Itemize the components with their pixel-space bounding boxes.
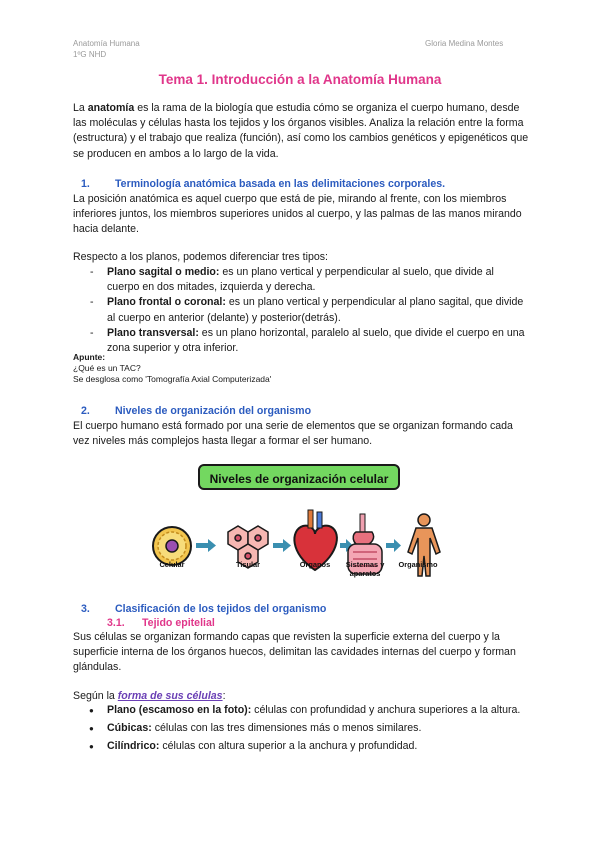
arrow-icon <box>386 539 401 552</box>
section-1-heading: 1. Terminología anatómica basada en las delimitaciones corporales. <box>81 178 446 190</box>
planes-list <box>73 265 529 356</box>
list-item: ● Plano (escamoso en la foto): células con profundidad y anchura superiores a la altura. <box>73 703 529 718</box>
shapes-list <box>73 703 529 758</box>
list-item: ● Cilíndrico: células con altura superior a la anchura y profundidad. <box>73 739 529 754</box>
arrow-icon <box>196 539 216 552</box>
shape-intro: Según la forma de sus células: <box>73 690 226 702</box>
level-label: Órganos <box>299 560 331 569</box>
section-1-body: La posición anatómica es aquel cuerpo que está de pie, mirando al frente, con los miembros inferiores juntos, los miembros superiores unidos al cuerpo, y las palmas de las manos mirando hacia delante. <box>73 193 522 236</box>
section-2-body: El cuerpo humano está formado por una serie de elementos que se organizan formando cada vez niveles más complejos hasta llegar a formar el ser humano. <box>73 420 513 448</box>
planes-intro: Respecto a los planos, podemos diferenciar tres tipos: <box>73 251 328 263</box>
level-label: Organismo <box>398 560 438 569</box>
header-author: Gloria Medina Montes <box>425 39 504 48</box>
note-block <box>73 352 271 386</box>
level-label: Tisular <box>235 560 261 569</box>
subsection-3-1-heading: 3.1. Tejido epitelial <box>107 617 215 629</box>
note-answer: Se desglosa como 'Tomografía Axial Computerizada' <box>73 374 272 385</box>
arrow-icon <box>273 539 291 552</box>
shape-intro-accent: forma de sus células <box>117 690 223 702</box>
section-2-heading: 2. Niveles de organización del organismo <box>81 405 312 417</box>
level-label: Sistemas y aparatos <box>345 560 385 578</box>
list-item: - Plano frontal o coronal: es un plano vertical y perpendicular al plano sagital, que divide al cuerpo en anterior (delante) y posterior(detrás). <box>73 295 529 325</box>
page-title: Tema 1. Introducción a la Anatomía Humana <box>158 72 442 87</box>
level-label: Celular <box>159 560 185 569</box>
organization-levels-figure <box>150 462 450 587</box>
list-item: ● Cúbicas: células con las tres dimensiones más o menos similares. <box>73 721 529 736</box>
header-left <box>73 38 140 60</box>
header-course: 1ºG NHD <box>73 50 107 59</box>
header-subject: Anatomía Humana <box>73 39 140 48</box>
list-item: - Plano transversal: es un plano horizontal, paralelo al suelo, que divide el cuerpo en una zona superior y otra inferior. <box>73 326 529 356</box>
intro-paragraph: La anatomía es la rama de la biología que estudia cómo se organiza el cuerpo humano, desde las moléculas y células hasta los tejidos y los órganos visibles. Analiza la relación entre la forma (estructura) y el trabajo que realiza (función), así como los cambios genéticos y epigenéticos que se producen en ambos a lo largo de la vida. <box>73 102 529 160</box>
section-3-heading: 3. Clasificación de los tejidos del organismo <box>81 603 327 615</box>
note-question: ¿Qué es un TAC? <box>73 363 141 374</box>
figure-banner: Niveles de organización celular <box>198 464 400 490</box>
list-item: - Plano sagital o medio: es un plano vertical y perpendicular al suelo, que divide al cuerpo en dos mitades, izquierda y derecha. <box>73 265 529 295</box>
section-3-body: Sus células se organizan formando capas que revisten la superficie externa del cuerpo y la superficie interna de los órganos huecos, delimitan las cavidades internas del cuerpo y forman glándulas. <box>73 631 516 674</box>
intro-term: anatomía <box>87 102 135 114</box>
note-label: Apunte: <box>73 352 106 362</box>
